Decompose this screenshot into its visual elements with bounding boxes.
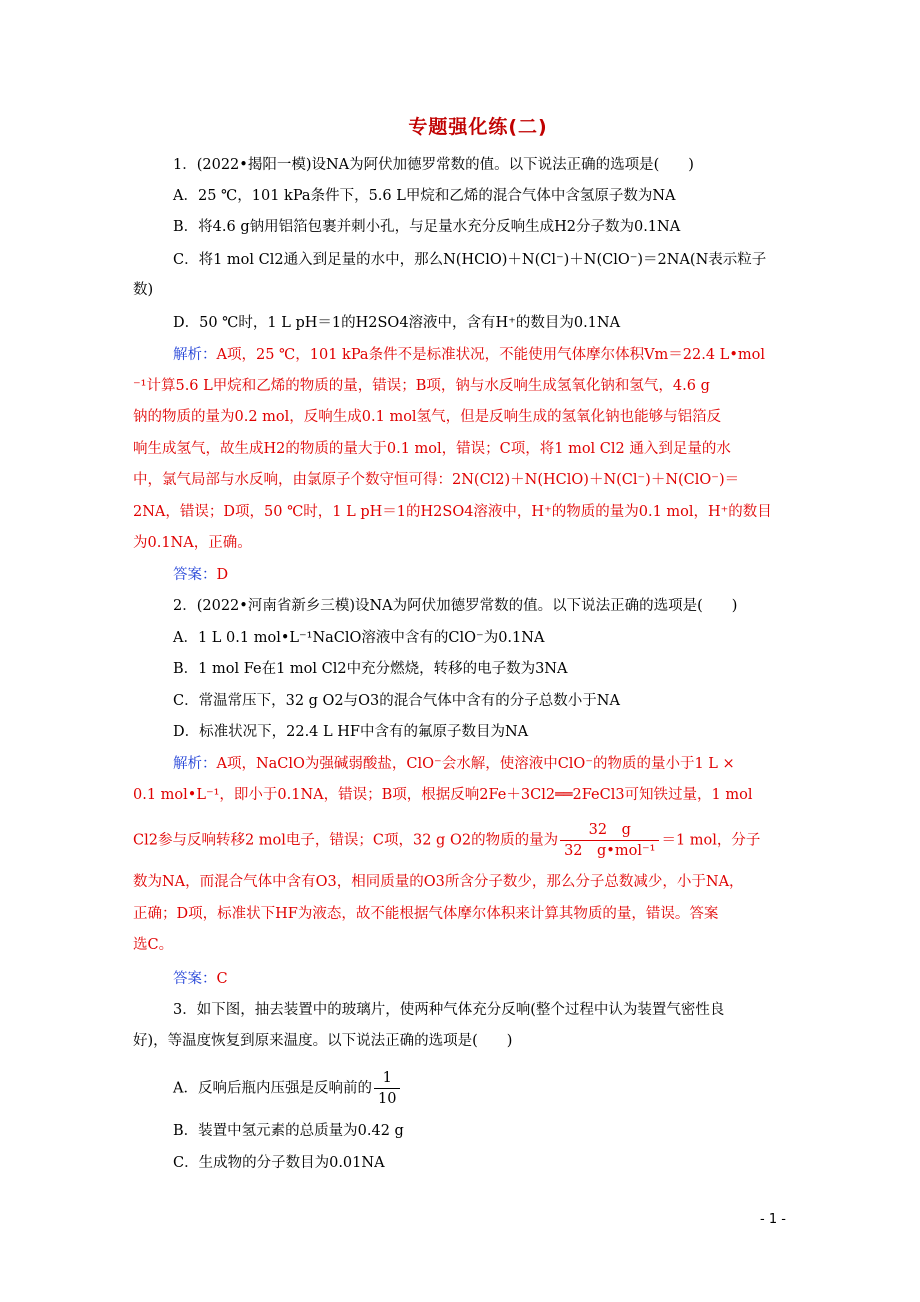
q1-explanation-line: 中，氯气局部与水反响，由氯原子个数守恒可得：2N(Cl2)＋N(HClO)＋N(Cl⁻)＋N(ClO⁻)＝ bbox=[133, 472, 740, 488]
q2-option-d: D．标准状况下，22.4 L HF中含有的氟原子数目为NA bbox=[173, 724, 529, 740]
explanation-label: 解析： bbox=[173, 756, 217, 772]
q3-option-a bbox=[173, 1068, 833, 1109]
q3-stem: 3．如下图，抽去装置中的玻璃片，使两种气体充分反响(整个过程中认为装置气密性良 bbox=[173, 1002, 725, 1018]
fraction-denominator: 10 bbox=[377, 1091, 397, 1107]
page-number: - 1 - bbox=[760, 1212, 786, 1227]
fraction-numerator: 32 g bbox=[560, 820, 659, 841]
q2-explanation-line bbox=[133, 820, 793, 861]
fraction bbox=[560, 820, 659, 861]
q3-stem-cont: 好)，等温度恢复到原来温度。以下说法正确的选项是( ) bbox=[133, 1033, 513, 1049]
q1-explanation-line: 钠的物质的量为0.2 mol，反响生成0.1 mol氢气，但是反响生成的氢氧化钠也能够与铝箔反 bbox=[133, 409, 722, 425]
q2-explanation-line: 选C。 bbox=[133, 937, 174, 953]
q2-explanation-line: 数为NA，而混合气体中含有O3，相同质量的O3所含分子数少，那么分子总数减少，小于NA， bbox=[133, 874, 744, 890]
fraction-denominator: 32 g•mol⁻¹ bbox=[564, 843, 656, 859]
q2-stem: 2．(2022•河南省新乡三模)设NA为阿伏加德罗常数的值。以下说法正确的选项是( ) bbox=[173, 598, 738, 614]
page-title: 专题强化练(二) bbox=[408, 116, 548, 138]
q2-option-c: C．常温常压下，32 g O2与O3的混合气体中含有的分子总数小于NA bbox=[173, 693, 620, 709]
q1-option-c: C．将1 mol Cl2通入到足量的水中，那么N(HClO)＋N(Cl⁻)＋N(ClO⁻)＝2NA(N表示粒子 bbox=[173, 252, 767, 268]
explanation-text: ＝1 mol，分子 bbox=[661, 832, 761, 849]
explanation-text: Cl2参与反响转移2 mol电子，错误；C项，32 g O2的物质的量为 bbox=[133, 832, 559, 849]
q2-explanation-line bbox=[173, 752, 833, 776]
q2-answer bbox=[173, 967, 833, 991]
q3-option-c: C．生成物的分子数目为0.01NA bbox=[173, 1155, 385, 1171]
answer-value: D bbox=[216, 567, 229, 583]
q1-explanation-line: 响生成氢气，故生成H2的物质的量大于0.1 mol，错误；C项，将1 mol Cl2 通入到足量的水 bbox=[133, 441, 731, 457]
explanation-text: A项，NaClO为强碱弱酸盐，ClO⁻会水解，使溶液中ClO⁻的物质的量小于1 L × bbox=[216, 756, 735, 772]
q1-explanation-line: ⁻¹计算5.6 L甲烷和乙烯的物质的量，错误；B项，钠与水反响生成氢氧化钠和氢气，4.6 g bbox=[133, 378, 710, 394]
option-text: A．反响后瓶内压强是反响前的 bbox=[173, 1080, 372, 1097]
q1-explanation-line: 为0.1NA，正确。 bbox=[133, 535, 252, 551]
q1-option-c-cont: 数) bbox=[133, 282, 154, 298]
q1-explanation-line: 2NA，错误；D项，50 ℃时，1 L pH＝1的H2SO4溶液中，H⁺的物质的量为0.1 mol，H⁺的数目 bbox=[133, 504, 772, 520]
answer-value: C bbox=[216, 971, 228, 987]
fraction-numerator: 1 bbox=[374, 1068, 400, 1089]
q1-answer bbox=[173, 563, 833, 587]
q3-option-b: B．装置中氢元素的总质量为0.42 g bbox=[173, 1123, 404, 1139]
q1-explanation-line bbox=[173, 343, 833, 367]
q1-stem: 1．(2022•揭阳一模)设NA为阿伏加德罗常数的值。以下说法正确的选项是( ) bbox=[173, 157, 694, 173]
q2-explanation-line: 0.1 mol•L⁻¹，即小于0.1NA，错误；B项，根据反响2Fe＋3Cl2══2FeCl3可知铁过量，1 mol bbox=[133, 787, 753, 803]
fraction bbox=[374, 1068, 400, 1109]
q2-option-a: A．1 L 0.1 mol•L⁻¹NaClO溶液中含有的ClO⁻为0.1NA bbox=[173, 630, 545, 646]
explanation-text: A项，25 ℃，101 kPa条件不是标准状况，不能使用气体摩尔体积Vm＝22.4 L•mol bbox=[216, 347, 765, 363]
q1-option-d: D．50 ℃时，1 L pH＝1的H2SO4溶液中，含有H⁺的数目为0.1NA bbox=[173, 315, 621, 331]
q1-option-b: B．将4.6 g钠用铝箔包裹并刺小孔，与足量水充分反响生成H2分子数为0.1NA bbox=[173, 219, 681, 235]
answer-label: 答案： bbox=[173, 971, 217, 987]
q2-explanation-line: 正确；D项，标准状下HF为液态，故不能根据气体摩尔体积来计算其物质的量，错误。答案 bbox=[133, 906, 719, 922]
answer-label: 答案： bbox=[173, 567, 217, 583]
explanation-label: 解析： bbox=[173, 347, 217, 363]
q2-option-b: B．1 mol Fe在1 mol Cl2中充分燃烧，转移的电子数为3NA bbox=[173, 661, 568, 677]
q1-option-a: A．25 ℃，101 kPa条件下，5.6 L甲烷和乙烯的混合气体中含氢原子数为NA bbox=[173, 188, 676, 204]
